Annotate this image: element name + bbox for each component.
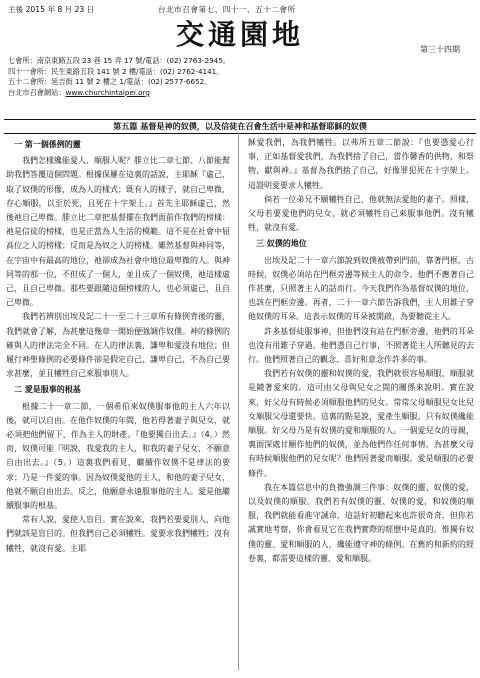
paragraph: 常有人說，愛使人盲目。實在說來，我們若要愛別人，向他們就該是盲目的。但我們自己必須犧牲。愛要求我們犧牲；沒有犧牲，就沒有愛。主耶 xyxy=(6,515,230,553)
contact-block xyxy=(8,56,230,98)
paragraph: 我們若有奴僕的靈和奴僕的愛，我們就很容易順服，順服就是隨著愛來的。這可由父母與兒女之間的關係來說明。實在說來，好父母有時候必須順服他們的兒女。常常父母順服兒女比兒女順服父母還要快。這裏的點是說，愛產生順服。只有奴僕纔能順服。好父母乃是有奴僕的愛和順服的人。一個愛兒女的母親，裏面深處甘願作他們的奴僕，並為他們作任何事情。為甚麼父母有時候順服他們的兒女呢？他們因著愛而順服。愛是順服的必要條件。 xyxy=(248,369,474,478)
contact-hall-41: 四十一會所：民生東路五段 141 號 2 樓/電話：(02) 2762-4141。 xyxy=(8,66,224,76)
paragraph: 許多基督徒服事神，但他們沒有站在門框旁邊，他們的耳朵也沒有用錐子穿過。他們憑自己行事，不照著從主人所聽見的去行。他們照著自己的觀念、喜好和意念作許多的事。 xyxy=(248,326,474,365)
church-halls-line: 台北市召會第七、四十一、五十二會所 xyxy=(158,5,296,14)
paragraph: 出埃及記二十一章六節說到奴僕被帶到門前，靠著門框。古時候，奴僕必須站在門框旁邊等候主人的命令。他們不應著自己作甚麼，只照著主人的話而行。今天我們作為基督奴僕的地位，也該在門框旁邊。再者，二十一章六節告訴我們，主人用錐子穿他奴僕的耳朵。這表示奴僕的耳朵被開啟，為要聽從主人。 xyxy=(248,255,474,322)
paragraph: 我們怎樣纔能愛人、順服人呢？腓立比二章七節、八節能幫助我們答覆這個問題。根據保羅在這裏的話說，主耶穌『虛己，取了奴僕的形像，成為人的樣式；既有人的樣子，就自己卑微，存心順服，以至於死，且死在十字架上。』首先主耶穌虛己，然後祂自己卑微。腓立比二章把基督擺在我們面前作我們的榜樣：祂是信徒的榜樣，也是正當為人生活的模範。這不是在社會中屈高位之人的榜樣；反而是為奴之人的榜樣。雖然基督與神同等，在宇宙中有最高的地位，祂卻成為社會中地位最卑微的人。與神同等的那一位，不但成了一個人，並且成了一個奴僕，祂這樣虛己，且自己卑微。那些要跟隨這個榜樣的人，也必須虛己，且自己卑微。 xyxy=(6,156,230,308)
issue-date: 主後 2015 年 8 月 23 日 xyxy=(8,5,95,14)
paragraph: 倘若一位弟兄不願犧牲自己，他就無法愛他的妻子。照樣，父母若要愛他們的兒女，就必須犧牲自己來服事他們。沒有犧牲，就沒有愛。 xyxy=(248,194,474,233)
paragraph: 我在本篇信息中的負擔強調三件事：奴僕的靈、奴僕的愛，以及奴僕的順服。我們若有奴僕的靈、奴僕的愛，和奴僕的順服，我們就能看進守誡命。這話好初聽起來也許很奇奇，但你若誠實地考察，你會看見它在我們實際的經歷中是真的。惟獨有奴僕的靈、愛和順服的人，纔能遵守神的條例。在舊約和新約的經卷裏，都需要這樣的靈、愛和順服。 xyxy=(248,482,474,563)
contact-hall-52: 五十二會所：延吉街 11 號 2 樓之 1/電話：(02) 2577-6652。 xyxy=(8,77,212,87)
section-heading-2: 二 愛是服事的根基 xyxy=(14,385,81,395)
issue-number: 第三十四期 xyxy=(420,45,460,54)
website-label: 台北市召會網站： xyxy=(8,87,66,97)
section-heading-1: 一 第一個係例的靈 xyxy=(14,140,81,149)
section-heading-3: 三 奴僕的地位 xyxy=(256,239,307,249)
lesson-title: 第五篇 基督是神的奴僕，以及信徒在召會生活中是神和基督耶穌的奴僕 xyxy=(113,121,367,131)
paragraph: 根據二十一章二節，一個希伯來奴僕服事他的主人六年以後，就可以自由。在他作奴僕的年間，他若得著妻子與兒女，就必須把他們留下，作為主人的財產。『他要獨自出去。』（4。）然而，奴僕可能『明說，我愛我的主人，和我的妻子兒女，不願意自由出去。』（5。）這裏我們看見，繼續作奴僕不是律法的要求；乃是一件愛的事。因為奴僕愛他的主人，和他的妻子兒女，他就不願自由出去。反之，他願意永遠服事他的主人。愛是他繼續服事的根基。 xyxy=(6,401,230,511)
left-column xyxy=(6,136,230,556)
website-line xyxy=(8,88,230,99)
paragraph: 我們若辨別出埃及記二十一至二十三章所有條例背後的靈，我們就會了解，為甚麼這幾章一開始便強調作奴僕。神的條例的確與人的律法完全不同。在人的律法裏，謙卑和愛沒有地位；但履行神聖條例的必要條件卻是假定自己、謙卑自己、不為自己要求甚麼，並且犧牲自己來服事別人。 xyxy=(6,312,230,379)
right-column xyxy=(248,136,474,566)
paragraph: 穌愛我們，為我們犧牲。以弗所五章二節說：『也要憑愛心行事，正如基督愛我們，為我們捨了自己，當作馨香的供物，和祭物，獻與神。』基督為我們捨了自己，好像罪犯死在十字架上。這證明愛要求人犧牲。 xyxy=(248,138,474,190)
column-divider xyxy=(238,133,239,670)
website-link[interactable]: www.churchintaipei.org xyxy=(65,87,150,97)
title-bottom-rule xyxy=(4,133,476,134)
masthead-title: 交通園地 xyxy=(175,18,304,51)
contact-hall-7: 七會所：南京東路五段 23 巷 15 弄 17 號/電話：(02) 2763-2945。 xyxy=(8,56,230,65)
